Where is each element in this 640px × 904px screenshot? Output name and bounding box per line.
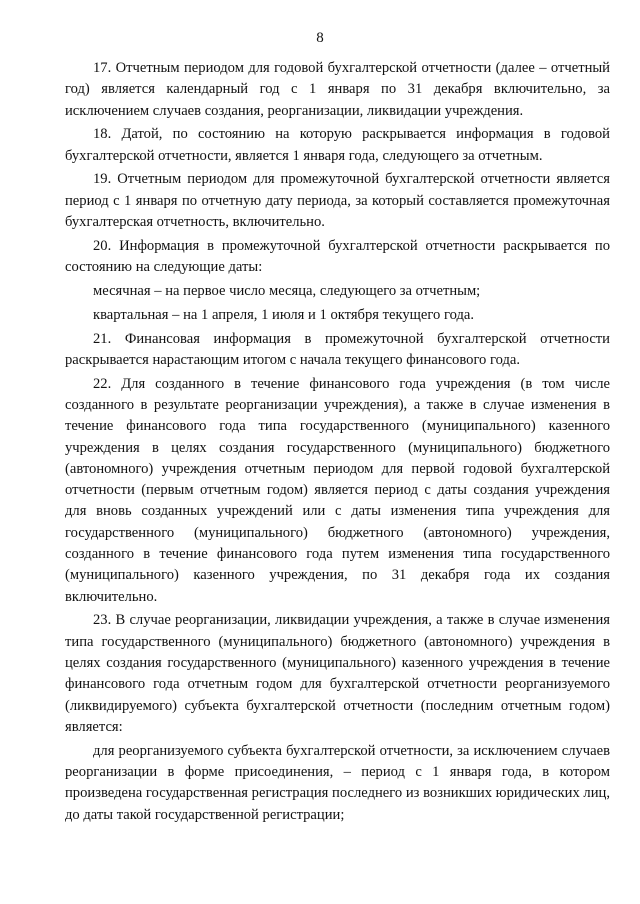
paragraph-20: 20. Информация в промежуточной бухгалтерской отчетности раскрывается по состоянию на следующие даты:	[65, 237, 610, 276]
page-number: 8	[316, 30, 324, 46]
list-item-quarterly: квартальная – на 1 апреля, 1 июля и 1 октября текущего года.	[93, 306, 474, 323]
paragraph-18: 18. Датой, по состоянию на которую раскрывается информация в годовой бухгалтерской отчетности, является 1 января года, следующего за отчетным.	[65, 126, 610, 164]
paragraph-19: 19. Отчетным периодом для промежуточной бухгалтерской отчетности является период с 1 января по отчетную дату периода, за который составляется промежуточная бухгалтерская отчетность, включительно.	[65, 171, 610, 231]
paragraph-17: 17. Отчетным периодом для годовой бухгалтерской отчетности (далее – отчетный год) является календарный год с 1 января по 31 декабря включительно, за исключением случаев создания, реорганизации, ликвидации учреждения.	[65, 60, 610, 119]
paragraph-21: 21. Финансовая информация в промежуточной бухгалтерской отчетности раскрывается нарастающим итогом с начала текущего финансового года.	[65, 330, 610, 368]
list-item-monthly: месячная – на первое число месяца, следующего за отчетным;	[93, 282, 481, 299]
paragraph-23-item-reorganized: для реорганизуемого субъекта бухгалтерской отчетности, за исключением случаев реорганизации в форме присоединения, – период с 1 января года, в котором произведена государственная регистрация последнего из возникших юридических лиц, до даты такой государственной регистрации;	[65, 742, 610, 823]
document-body	[65, 58, 610, 826]
paragraph-22: 22. Для созданного в течение финансового года учреждения (в том числе созданного в результате реорганизации учреждения), а также в случае изменения в течение финансового года типа государственного (муниципального) казенного учреждения в целях создания государственного (муниципального) бюджетного (автономного) учреждения отчетным периодом для первой годовой бухгалтерской отчетности (первым отчетным годом) является период с даты создания учреждения для вновь созданных учреждений или с даты изменения типа учреждения для государственного (муниципального) бюджетного (автономного) учреждения, созданного в течение финансового года путем изменения типа государственного (муниципального) казенного учреждения, по 31 декабря года их создания включительно.	[65, 375, 610, 605]
paragraph-23: 23. В случае реорганизации, ликвидации учреждения, а также в случае изменения типа государственного (муниципального) бюджетного (автономного) учреждения в целях создания государственного (муниципального) казенного учреждения в течение финансового года отчетным годом для бухгалтерской отчетности реорганизуемого (ликвидируемого) субъекта бухгалтерской отчетности (последним отчетным годом) является:	[65, 612, 610, 735]
